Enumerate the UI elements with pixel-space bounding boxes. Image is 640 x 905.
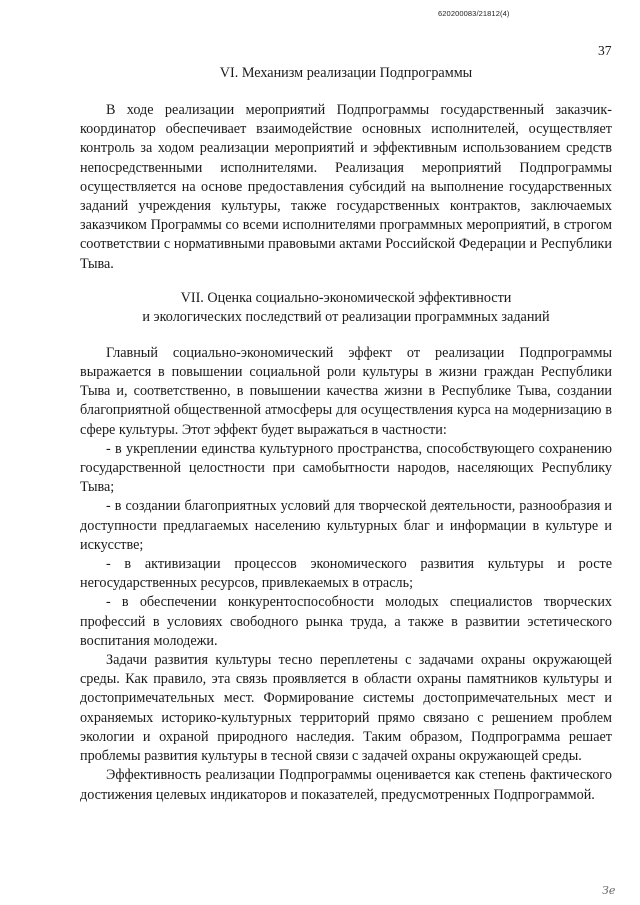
section-6-title: VI. Механизм реализации Подпрограммы <box>219 65 473 81</box>
effect-list-item: - в укреплении единства культурного пространства, способствующего сохранению государственной целостности при самобытности народов, населяющих Республику Тыва; <box>80 440 612 496</box>
document-id: 620200083/21812(4) <box>438 9 510 18</box>
effect-list-item: - в создании благоприятных условий для творческой деятельности, разнообразия и доступности предлагаемых населению культурных благ и информации в культуре и искусстве; <box>80 498 612 553</box>
section-7-intro-paragraph: Главный социально-экономический эффект от реализации Подпрограммы выражается в повышении социальной роли культуры в жизни граждан Республики Тыва и, соответственно, в повышении качества жизни в Республике Тыва, создании благоприятной общественной атмосферы для осуществления курса на модернизацию в сфере культуры. Этот эффект будет выражаться в частности: <box>80 344 612 438</box>
section-7-title-line-2: и экологических последствий от реализации программных заданий <box>142 308 550 325</box>
effect-list-item: - в активизации процессов экономического развития культуры и росте негосударственных ресурсов, привлекаемых в отрасль; <box>80 556 612 592</box>
section-6-paragraph: В ходе реализации мероприятий Подпрограммы государственный заказчик-координатор обеспечивает взаимодействие основных исполнителей, осуществляет контроль за ходом реализации мероприятий и эффективным использованием средств непосредственными исполнителями. Реализация мероприятий Подпрограммы осуществляется на основе предоставления субсидий на выполнение государственных заданий учреждения культуры, также государственных контрактов, заключаемых заказчиком Программы со всеми исполнителями программных мероприятий, в строгом соответствии с нормативными правовыми актами Российской Федерации и Республики Тыва. <box>80 102 612 272</box>
effect-list-item: - в обеспечении конкурентоспособности молодых специалистов творческих профессий в условиях свободного рынка труда, а также в развитии эстетического воспитания молодежи. <box>80 594 612 649</box>
efficiency-paragraph: Эффективность реализации Подпрограммы оценивается как степень фактического достижения целевых индикаторов и показателей, предусмотренных Подпрограммой. <box>80 767 612 803</box>
handwritten-mark: Зе <box>602 884 616 897</box>
section-7-title-line-1: VII. Оценка социально-экономической эффективности <box>180 289 512 306</box>
page-content <box>80 64 612 805</box>
page-number: 37 <box>598 43 612 58</box>
section-7-title <box>80 289 612 327</box>
environment-paragraph: Задачи развития культуры тесно переплетены с задачами охраны окружающей среды. Как правило, эта связь проявляется в области охраны памятников культуры и достопримечательных мест. Формирование системы достопримечательных мест и охраняемых историко-культурных территорий прямо связано с решением проблем экологии и охраной природного наследия. Таким образом, Подпрограмма решает проблемы развития культуры в тесной связи с задачей охраны окружающей среды. <box>80 652 612 765</box>
